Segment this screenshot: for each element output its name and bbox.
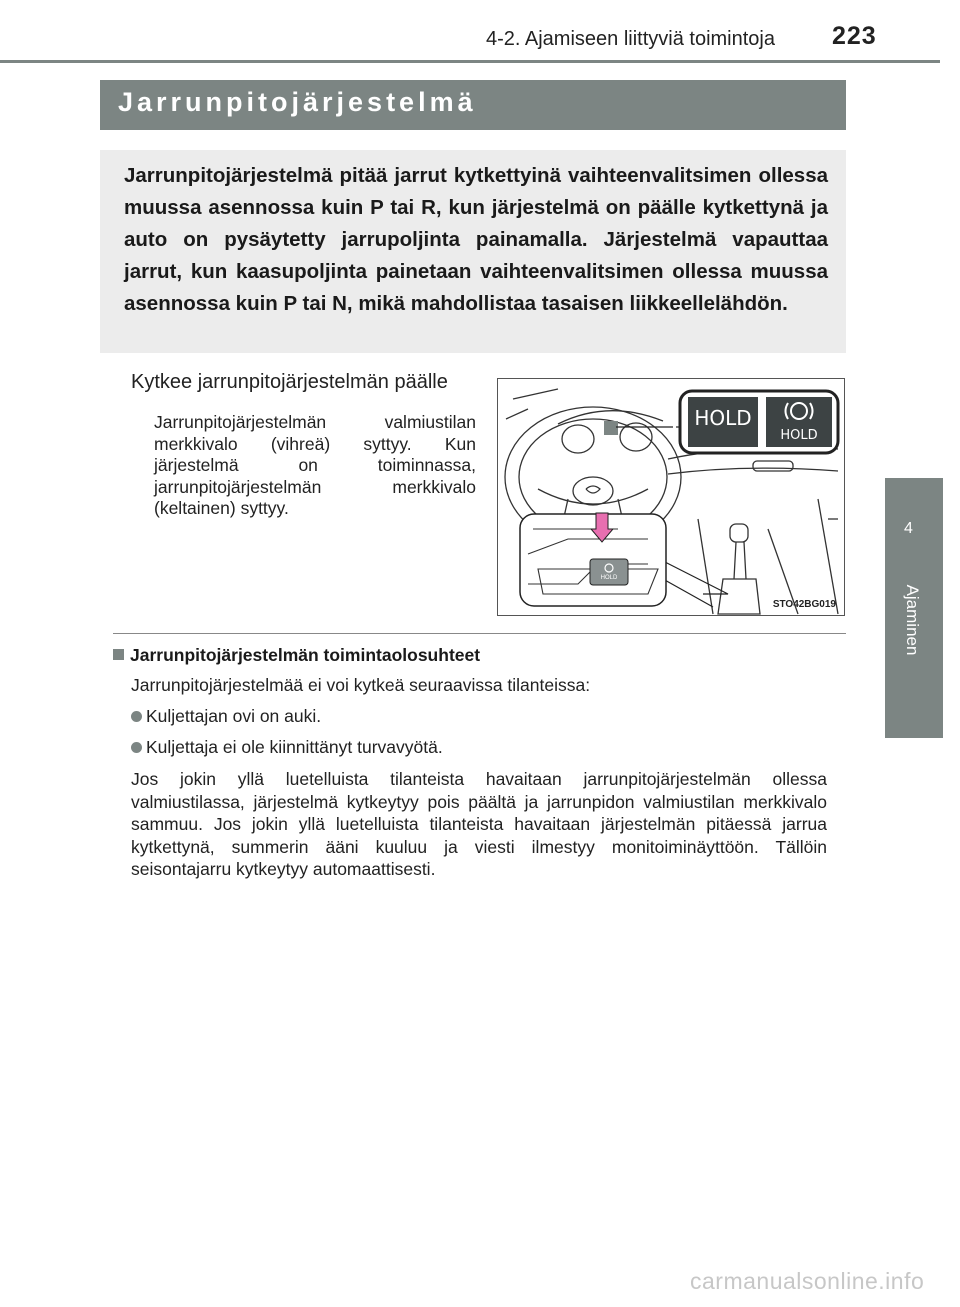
watermark: carmanualsonline.info: [690, 1268, 925, 1294]
section-divider: [113, 633, 846, 634]
page-number: 223: [832, 22, 877, 50]
header-divider: [0, 60, 940, 63]
activation-body: Jarrunpitojärjestelmän valmiustilan merkkivalo (vihreä) syttyy. Kun järjestelmä on toiminnassa, jarrunpitojärjestelmän merkkivalo (keltainen) syttyy.: [154, 412, 476, 518]
list-item-text: Kuljettajan ovi on auki.: [146, 706, 322, 726]
list-item-text: Kuljettaja ei ole kiinnittänyt turvavyötä.: [146, 737, 443, 757]
conditions-intro: Jarrunpitojärjestelmää ei voi kytkeä seuraavissa tilanteissa:: [131, 675, 591, 695]
switch-label: HOLD: [600, 575, 618, 581]
page-title: Jarrunpitojärjestelmä: [118, 87, 477, 117]
brake-hold-indicator-label: HOLD: [780, 428, 818, 443]
brake-hold-illustration: [497, 378, 845, 616]
illustration-code: STO42BG019: [772, 599, 836, 610]
circle-bullet-icon: [131, 742, 142, 753]
chapter-label-text: Ajaminen: [903, 584, 922, 656]
conditions-heading-text: Jarrunpitojärjestelmän toimintaolosuhteet: [130, 645, 481, 665]
activation-title: Kytkee jarrunpitojärjestelmän päälle: [131, 371, 448, 393]
list-item: [131, 706, 321, 727]
conditions-note: Jos jokin yllä luetelluista tilanteista havaitaan jarrunpitojärjestelmän ollessa valmiustilassa, järjestelmä kytkeytyy pois päältä ja jarrunpidon valmiustilan merkkivalo sammuu. Jos jokin yllä luetelluista tilanteista havaitaan järjestelmän pitäessä jarrua kytkettynä, summerin ääni kuuluu ja viesti ilmestyy monitoiminäyttöön. Tällöin seisontajarru kytkeytyy automaattisesti.: [131, 769, 827, 879]
intro-text: Jarrunpitojärjestelmä pitää jarrut kytkettyinä vaihteenvalitsimen ollessa muussa asennossa kuin P tai R, kun järjestelmä on päälle kytkettynä ja auto on pysäytetty jarrupoljinta painamalla. Järjestelmä vapauttaa jarrut, kun kaasupoljinta painetaan vaihteenvalitsimen ollessa muussa asennossa kuin P tai N, mikä mahdollistaa tasaisen liikkeellelähdön.: [124, 164, 828, 315]
intro-box: [100, 150, 846, 353]
dashboard-drawing: [498, 379, 845, 616]
hold-indicator-label: HOLD: [694, 406, 752, 430]
square-bullet-icon: [113, 649, 124, 660]
title-bar: [100, 80, 846, 130]
chapter-number: 4: [904, 520, 913, 537]
circle-bullet-icon: [131, 711, 142, 722]
list-item: [131, 737, 443, 758]
conditions-heading: [113, 645, 480, 666]
header-section-title: 4-2. Ajamiseen liittyviä toimintoja: [485, 28, 775, 50]
chapter-label: [880, 560, 944, 680]
